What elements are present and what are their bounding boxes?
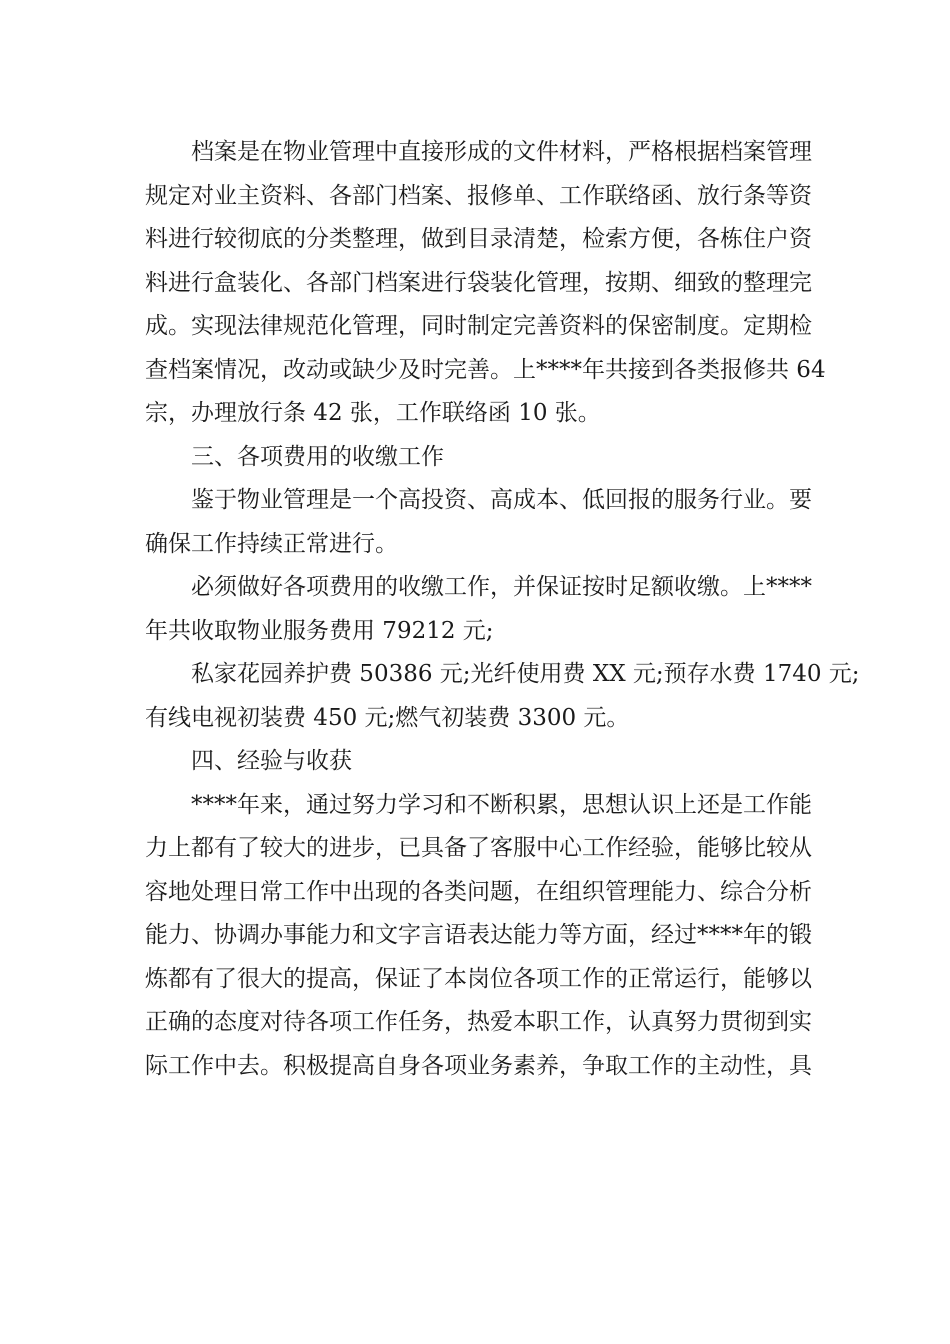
text-line: 容地处理日常工作中出现的各类问题，在组织管理能力、综合分析 (145, 878, 812, 905)
section-heading: 三、各项费用的收缴工作 (191, 443, 444, 470)
text-line: 宗，办理放行条 42 张，工作联络函 10 张。 (145, 400, 601, 426)
text-line: 成。实现法律规范化管理，同时制定完善资料的保密制度。定期检 (145, 313, 812, 339)
text-line: 确保工作持续正常进行。 (145, 530, 398, 557)
text-line: 规定对业主资料、各部门档案、报修单、工作联络函、放行条等资 (145, 182, 812, 209)
text-line: 正确的态度对待各项工作任务，热爱本职工作，认真努力贯彻到实 (145, 1009, 812, 1035)
text-line: 炼都有了很大的提高，保证了本岗位各项工作的正常运行，能够以 (145, 965, 812, 992)
text-line: 查档案情况，改动或缺少及时完善。上****年共接到各类报修共 64 (145, 356, 826, 383)
text-line: 际工作中去。积极提高自身各项业务素养，争取工作的主动性，具 (145, 1052, 812, 1079)
text-line: 有线电视初装费 450 元;燃气初装费 3300 元。 (145, 704, 630, 731)
text-line: 料进行较彻底的分类整理，做到目录清楚，检索方便，各栋住户资 (145, 226, 812, 252)
text-line: 私家花园养护费 50386 元;光纤使用费 XX 元;预存水费 1740 元; (191, 661, 860, 687)
text-line: 必须做好各项费用的收缴工作，并保证按时足额收缴。上**** (191, 574, 812, 600)
text-line: 力上都有了较大的进步，已具备了客服中心工作经验，能够比较从 (145, 835, 812, 861)
text-line: 鉴于物业管理是一个高投资、高成本、低回报的服务行业。要 (191, 487, 812, 513)
text-line: 料进行盒装化、各部门档案进行袋装化管理，按期、细致的整理完 (145, 269, 812, 296)
document-body (145, 131, 860, 1088)
text-line: 档案是在物业管理中直接形成的文件材料，严格根据档案管理 (191, 139, 812, 165)
text-line: 年共收取物业服务费用 79212 元; (145, 617, 494, 644)
section-heading: 四、经验与收获 (191, 748, 352, 774)
text-line: ****年来，通过努力学习和不断积累，思想认识上还是工作能 (191, 791, 812, 818)
text-line: 能力、协调办事能力和文字言语表达能力等方面，经过****年的锻 (145, 922, 812, 948)
